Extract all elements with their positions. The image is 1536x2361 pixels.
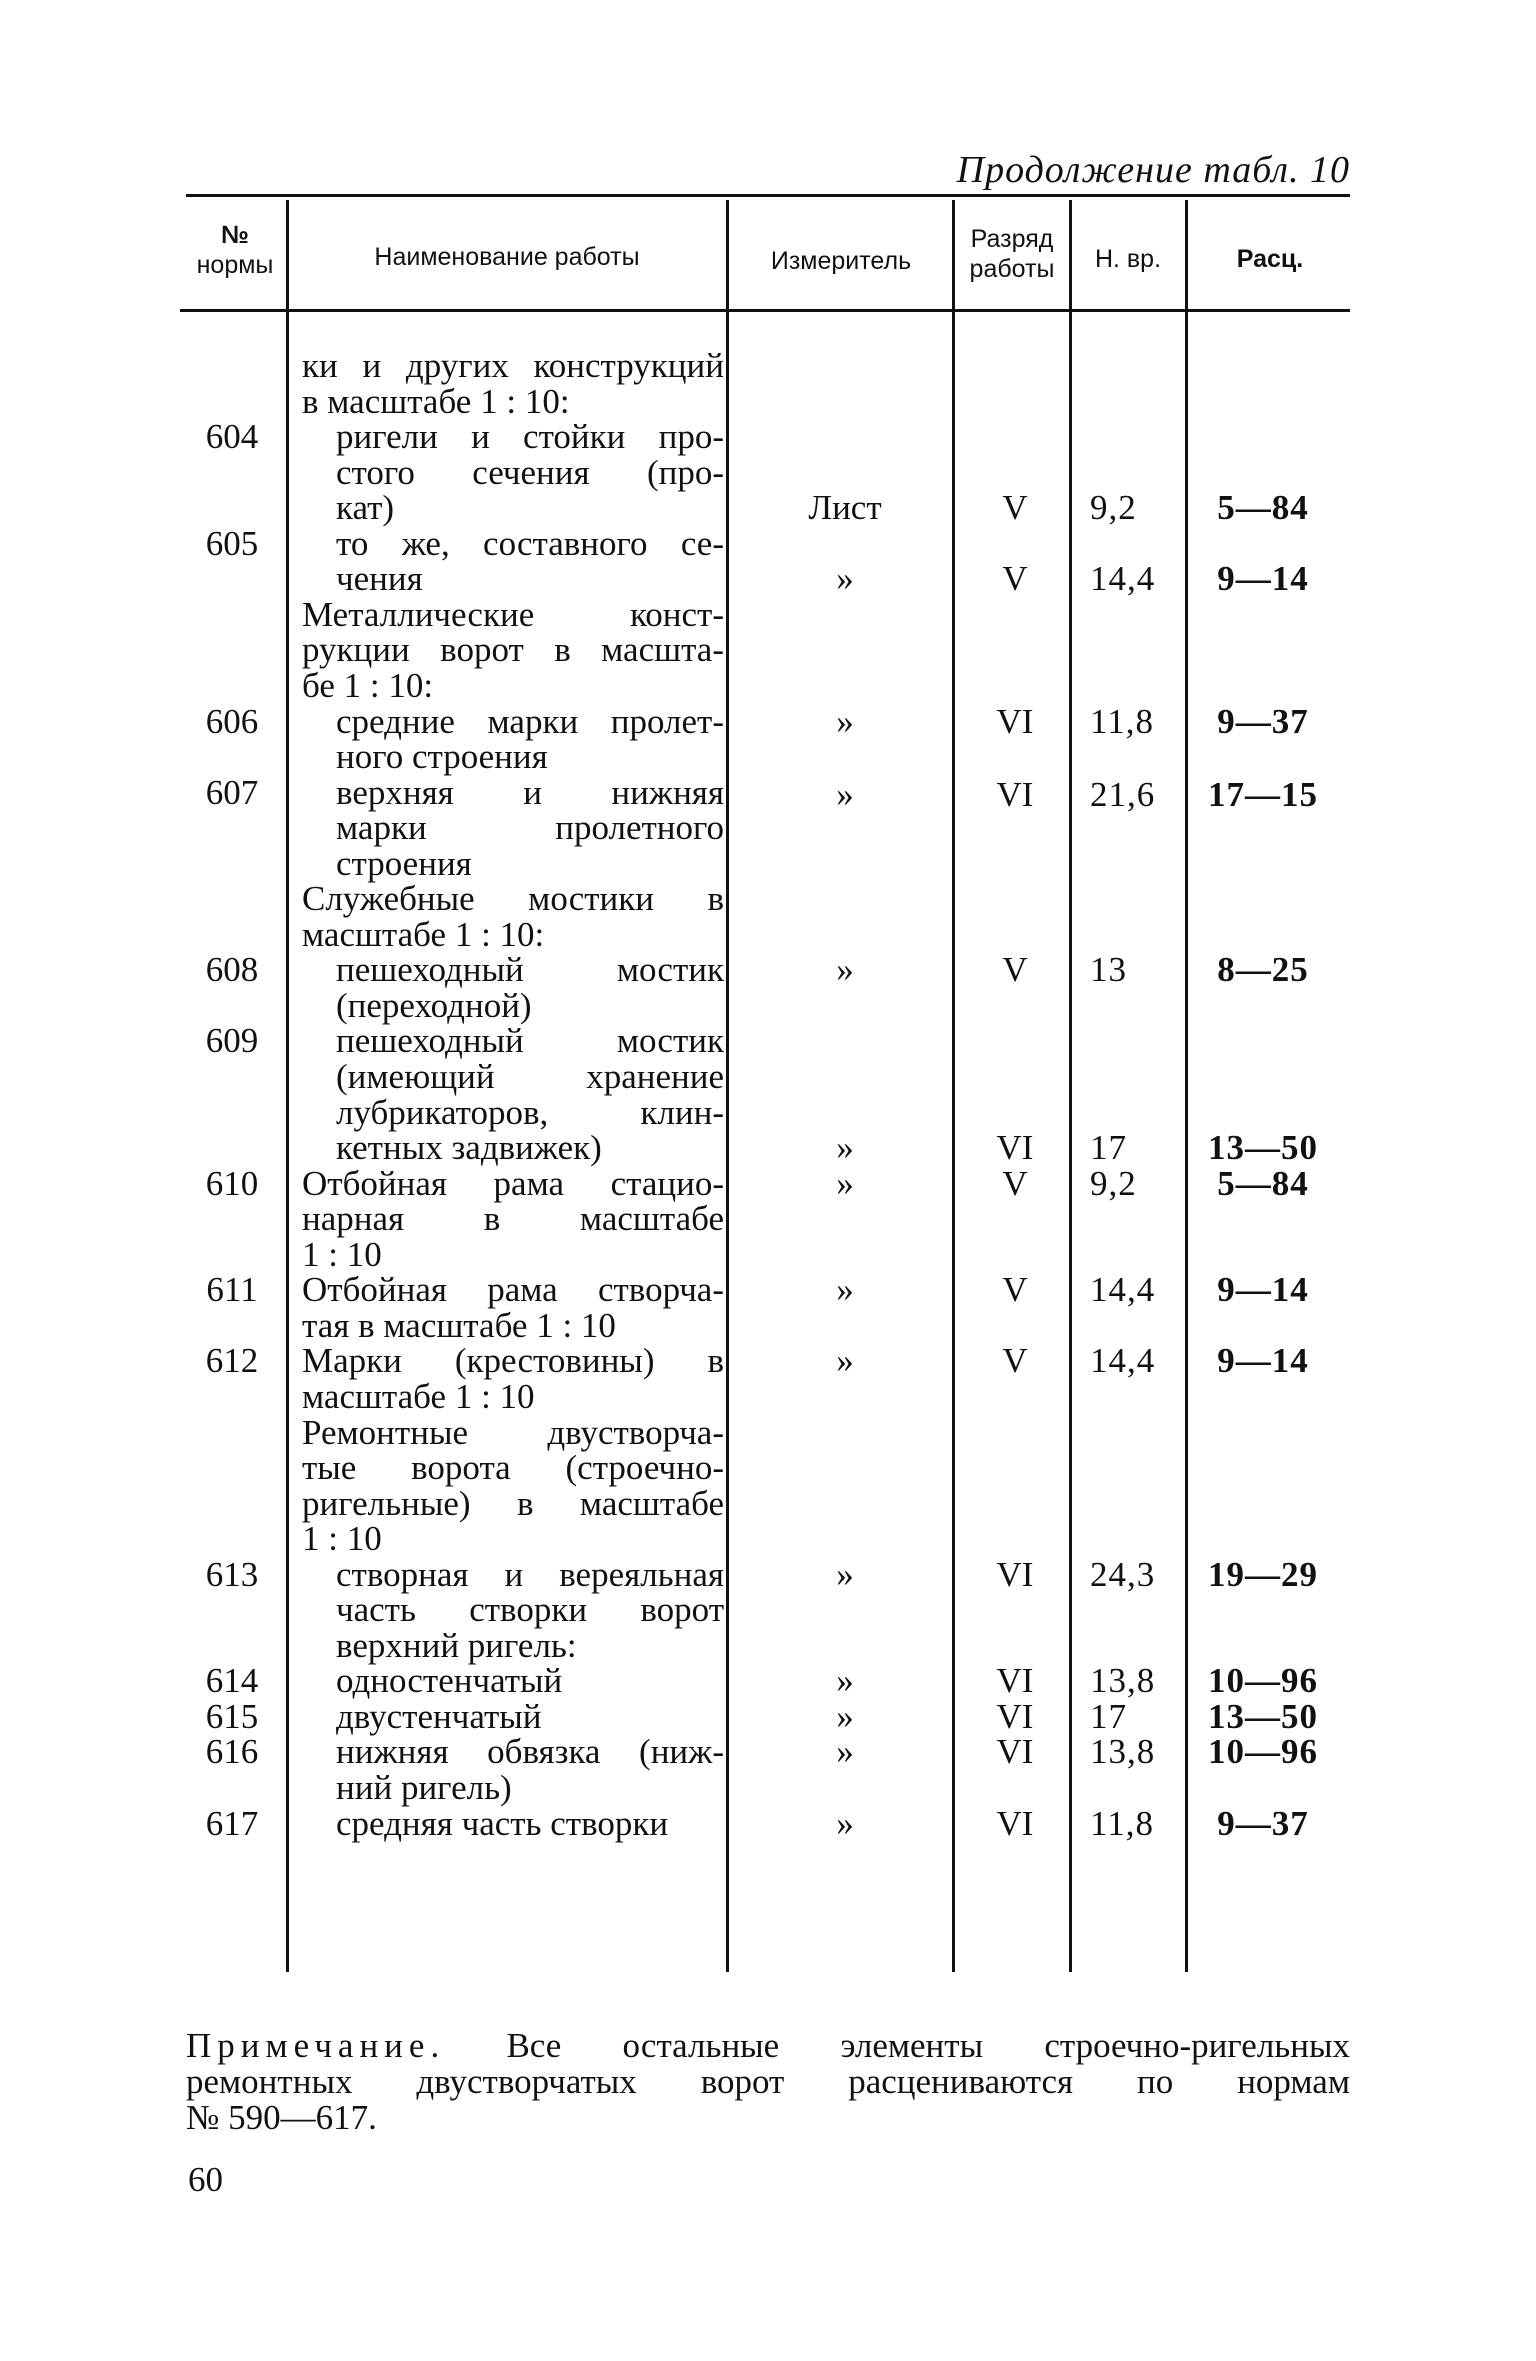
column-divider-2 bbox=[726, 200, 729, 1972]
rate-value: 5—84 bbox=[1217, 488, 1309, 528]
work-description-line: марки пролетного bbox=[336, 808, 724, 848]
work-description-line: кат) bbox=[336, 488, 395, 528]
header-no-line1: № bbox=[221, 221, 249, 249]
measure-unit: » bbox=[836, 774, 854, 814]
header-rate: Расц. bbox=[1236, 245, 1304, 273]
measure-unit: » bbox=[836, 1163, 854, 1203]
work-grade: VI bbox=[996, 1803, 1034, 1843]
time-norm: 14,4 bbox=[1090, 559, 1156, 599]
work-description-line: ригели и стойки про- bbox=[336, 417, 724, 457]
measure-unit: » bbox=[836, 1803, 854, 1843]
work-description-line: в масштабе 1 : 10: bbox=[302, 381, 570, 421]
work-description-line: ного строения bbox=[336, 737, 548, 777]
rate-value: 8—25 bbox=[1217, 950, 1309, 990]
work-description-line: часть створки ворот bbox=[336, 1590, 724, 1630]
work-description-line: 1 : 10 bbox=[302, 1519, 382, 1559]
work-grade: VI bbox=[996, 1128, 1034, 1168]
work-description-line: верхняя и нижняя bbox=[336, 772, 724, 812]
page-number: 60 bbox=[188, 2160, 223, 2199]
work-description-line: строения bbox=[336, 843, 472, 883]
header-hours: Н. вр. bbox=[1094, 245, 1162, 273]
rate-value: 13—50 bbox=[1208, 1128, 1318, 1168]
work-description-line: стого сечения (про- bbox=[336, 452, 724, 492]
work-description-line: ки и других конструкций bbox=[302, 346, 724, 385]
footnote-line-2: ремонтных двустворчатых ворот расцениваются по нормам bbox=[186, 2062, 1350, 2101]
work-description-line: створная и вереяльная bbox=[336, 1554, 724, 1594]
work-grade: VI bbox=[996, 1696, 1034, 1736]
row-number: 610 bbox=[205, 1163, 259, 1203]
footnote-line-3: № 590—617. bbox=[186, 2098, 377, 2137]
work-description-line: средняя часть створки bbox=[336, 1803, 669, 1843]
header-name: Наименование работы bbox=[374, 243, 640, 271]
table-caption: Продолжение табл. 10 bbox=[956, 149, 1350, 191]
table-top-rule bbox=[186, 194, 1350, 197]
rate-value: 10—96 bbox=[1208, 1661, 1318, 1701]
measure-unit: » bbox=[836, 1732, 854, 1772]
row-number: 615 bbox=[205, 1696, 259, 1736]
time-norm: 14,4 bbox=[1090, 1341, 1156, 1381]
measure-unit: » bbox=[836, 1270, 854, 1310]
rate-value: 19—29 bbox=[1208, 1554, 1318, 1594]
column-divider-1 bbox=[286, 200, 289, 1972]
row-number: 606 bbox=[205, 701, 259, 741]
rate-value: 9—37 bbox=[1217, 701, 1309, 741]
time-norm: 13 bbox=[1090, 950, 1127, 990]
work-grade: VI bbox=[996, 1661, 1034, 1701]
work-description-line: Отбойная рама стацио- bbox=[302, 1163, 724, 1203]
time-norm: 24,3 bbox=[1090, 1554, 1156, 1594]
work-description-line: масштабе 1 : 10: bbox=[302, 914, 545, 954]
header-grade-line2: работы bbox=[969, 255, 1055, 283]
work-grade: VI bbox=[996, 1554, 1034, 1594]
measure-unit: » bbox=[836, 1128, 854, 1168]
work-grade: V bbox=[1002, 950, 1028, 990]
work-description-line: (имеющий хранение bbox=[336, 1057, 724, 1096]
time-norm: 17 bbox=[1090, 1696, 1127, 1736]
measure-unit: » bbox=[836, 1696, 854, 1736]
header-measure: Измеритель bbox=[770, 247, 912, 275]
rate-value: 17—15 bbox=[1208, 774, 1318, 814]
work-description-line: Металлические конст- bbox=[302, 594, 724, 634]
work-description-line: нижняя обвязка (ниж- bbox=[336, 1732, 724, 1772]
rate-value: 9—14 bbox=[1217, 1341, 1309, 1381]
row-number: 614 bbox=[205, 1661, 259, 1701]
table-header-rule bbox=[180, 309, 1350, 312]
work-grade: V bbox=[1002, 1163, 1028, 1203]
rate-value: 9—14 bbox=[1217, 559, 1309, 599]
time-norm: 9,2 bbox=[1090, 1163, 1137, 1203]
work-description-line: 1 : 10 bbox=[302, 1234, 382, 1274]
measure-unit: » bbox=[836, 950, 854, 990]
row-number: 605 bbox=[205, 523, 259, 563]
time-norm: 21,6 bbox=[1090, 774, 1156, 814]
work-description-line: чения bbox=[336, 559, 423, 599]
work-description-line: средние марки пролет- bbox=[336, 701, 724, 741]
footnote-label: Примечание. bbox=[186, 2026, 446, 2065]
measure-unit: » bbox=[836, 1661, 854, 1701]
work-description-line: пешеходный мостик bbox=[336, 950, 724, 990]
time-norm: 11,8 bbox=[1090, 701, 1154, 741]
row-number: 608 bbox=[205, 950, 259, 990]
time-norm: 17 bbox=[1090, 1128, 1127, 1168]
work-grade: V bbox=[1002, 1341, 1028, 1381]
work-description-line: нарная в масштабе bbox=[302, 1199, 724, 1239]
work-description-line: двустенчатый bbox=[336, 1696, 542, 1736]
header-grade-line1: Разряд bbox=[970, 225, 1054, 253]
rate-value: 9—14 bbox=[1217, 1270, 1309, 1310]
work-description-line: Марки (крестовины) в bbox=[302, 1341, 724, 1381]
work-description-line: (переходной) bbox=[336, 985, 532, 1025]
row-number: 611 bbox=[206, 1270, 258, 1310]
work-grade: VI bbox=[996, 701, 1034, 741]
time-norm: 14,4 bbox=[1090, 1270, 1156, 1310]
work-description-line: Служебные мостики в bbox=[302, 879, 724, 919]
work-description-line: Ремонтные двустворча- bbox=[302, 1412, 724, 1452]
header-no-line2: нормы bbox=[196, 251, 274, 279]
row-number: 612 bbox=[205, 1341, 259, 1381]
work-grade: VI bbox=[996, 774, 1034, 814]
time-norm: 13,8 bbox=[1090, 1732, 1156, 1772]
measure-unit: Лист bbox=[808, 488, 882, 528]
work-description-line: одностенчатый bbox=[336, 1661, 563, 1701]
work-description-line: пешеходный мостик bbox=[336, 1021, 724, 1061]
work-description-line: кетных задвижек) bbox=[336, 1128, 602, 1168]
header-grade bbox=[956, 224, 1068, 284]
row-number: 607 bbox=[205, 772, 259, 812]
work-description-line: бе 1 : 10: bbox=[302, 665, 434, 705]
header-no bbox=[190, 220, 280, 280]
work-grade: V bbox=[1002, 488, 1028, 528]
work-description-line: лубрикаторов, клин- bbox=[336, 1092, 724, 1132]
rate-value: 5—84 bbox=[1217, 1163, 1309, 1203]
time-norm: 9,2 bbox=[1090, 488, 1137, 528]
work-description-line: рукции ворот в масшта- bbox=[302, 630, 724, 670]
time-norm: 13,8 bbox=[1090, 1661, 1156, 1701]
work-description-line: то же, составного се- bbox=[336, 523, 724, 563]
row-number: 616 bbox=[205, 1732, 259, 1772]
row-number: 617 bbox=[205, 1803, 259, 1843]
rate-value: 9—37 bbox=[1217, 1803, 1309, 1843]
measure-unit: » bbox=[836, 1554, 854, 1594]
work-grade: VI bbox=[996, 1732, 1034, 1772]
footnote-line-1 bbox=[186, 2028, 1350, 2064]
work-description-line: ний ригель) bbox=[336, 1768, 512, 1807]
measure-unit: » bbox=[836, 559, 854, 599]
row-number: 604 bbox=[205, 417, 259, 457]
work-description-line: Отбойная рама створча- bbox=[302, 1270, 724, 1310]
measure-unit: » bbox=[836, 701, 854, 741]
time-norm: 11,8 bbox=[1090, 1803, 1154, 1843]
row-number: 613 bbox=[205, 1554, 259, 1594]
work-description-line: тые ворота (строечно- bbox=[302, 1448, 724, 1488]
footnote-text-1: Все остальные элементы строечно-ригельных bbox=[506, 2026, 1350, 2065]
work-description-line: тая в масштабе 1 : 10 bbox=[302, 1305, 616, 1345]
work-description-line: верхний ригель: bbox=[336, 1625, 577, 1665]
measure-unit: » bbox=[836, 1341, 854, 1381]
work-description-line: ригельные) в масштабе bbox=[302, 1483, 724, 1523]
footnote bbox=[186, 2028, 1350, 2136]
work-description-line: масштабе 1 : 10 bbox=[302, 1376, 535, 1416]
rate-value: 10—96 bbox=[1208, 1732, 1318, 1772]
row-number: 609 bbox=[205, 1021, 259, 1061]
rate-value: 13—50 bbox=[1208, 1696, 1318, 1736]
work-grade: V bbox=[1002, 1270, 1028, 1310]
work-grade: V bbox=[1002, 559, 1028, 599]
